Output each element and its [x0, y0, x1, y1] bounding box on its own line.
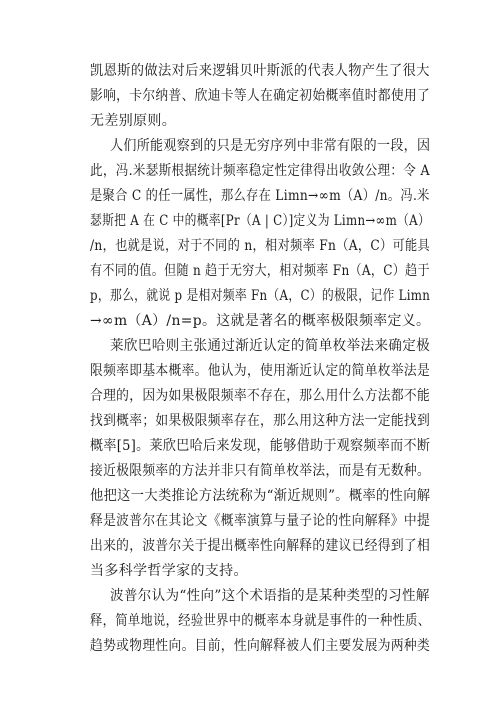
text-line: 限频率即基本概率。他认为，使用渐近认定的简单枚举法是 [90, 363, 431, 379]
text-line: 概率[5]。莱欣巴哈后来发现，能够借助于观察频率而不断 [90, 438, 431, 454]
text-line: 出来的，波普尔关于提出概率性向解释的建议已经得到了相 [90, 538, 431, 554]
paragraph-start-line: 莱欣巴哈则主张通过渐近认定的简单枚举法来确定极 [110, 338, 431, 354]
text-line: 趋势或物理性向。目前，性向解释被人们主要发展为两种类 [90, 638, 431, 654]
text-line: 影响，卡尔纳普、欣迪卡等人在确定初始概率值时都使用了 [90, 88, 431, 104]
text-line: 接近极限频率的方法并非只有简单枚举法，而是有无数种。 [90, 463, 431, 479]
text-line: 当多科学哲学家的支持。 [90, 563, 248, 579]
paragraph-start-line: 人们所能观察到的只是无穷序列中非常有限的一段，因 [110, 138, 431, 154]
text-line: 有不同的值。但随 n 趋于无穷大，相对频率 Fn（A，C）趋于 [90, 263, 430, 279]
text-line: 无差别原则。 [90, 113, 177, 129]
text-line: 找到概率；如果极限频率存在，那么用这种方法一定能找到 [90, 413, 431, 429]
text-line: p，那么，就说 p 是相对频率 Fn（A，C）的极限，记作 Limn [90, 288, 431, 304]
text-line: 是聚合 C 的任一属性，那么存在 Limn→∞m（A）/n。冯.米 [90, 188, 430, 204]
text-line: →∞m（A）/n=p。这就是著名的概率极限频率定义。 [90, 313, 431, 329]
text-line: 瑟斯把 A 在 C 中的概率[Pr（A | C）]定义为 Limn→∞m（A） [90, 213, 431, 229]
paragraph-start-line: 波普尔认为“性向”这个术语指的是某种类型的习性解 [110, 588, 430, 604]
text-line: 释，简单地说，经验世界中的概率本身就是事件的一种性质、 [90, 613, 431, 629]
text-line: 合理的，因为如果极限频率不存在，那么用什么方法都不能 [90, 388, 431, 404]
text-line: 他把这一大类推论方法统称为“渐近规则”。概率的性向解 [90, 488, 431, 504]
text-line: 此，冯.米瑟斯根据统计频率稳定性定律得出收敛公理：令 A [90, 163, 430, 179]
text-line: 凯恩斯的做法对后来逻辑贝叶斯派的代表人物产生了很大 [90, 63, 430, 79]
text-line: 释是波普尔在其论文《概率演算与量子论的性向解释》中提 [90, 513, 431, 529]
text-line: /n，也就是说，对于不同的 n，相对频率 Fn（A，C）可能具 [90, 238, 431, 254]
